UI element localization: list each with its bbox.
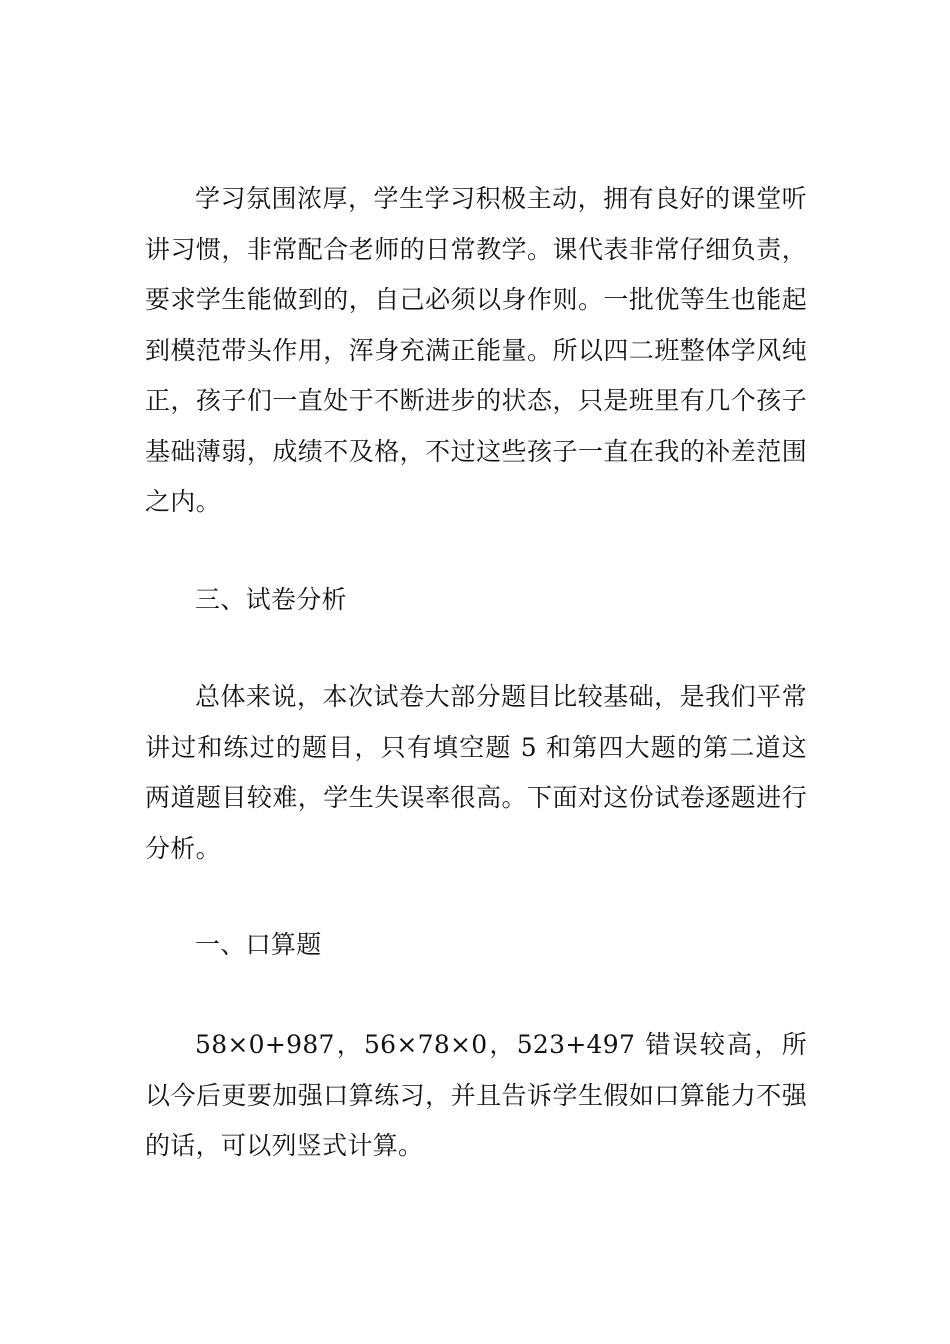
body-paragraph-class-atmosphere: 学习氛围浓厚，学生学习积极主动，拥有良好的课堂听讲习惯，非常配合老师的日常教学。课代表非常仔细负责，要求学生能做到的，自己必须以身作则。一批优等生也能起到模范带头作用，浑身充满正能量。所以四二班整体学风纯正，孩子们一直处于不断进步的状态，只是班里有几个孩子基础薄弱，成绩不及格，不过这些孩子一直在我的补差范围之内。: [145, 184, 807, 516]
section-heading-exam-analysis: 三、试卷分析: [195, 585, 347, 614]
body-paragraph-mental-arithmetic: 58×0+987，56×78×0，523+497 错误较高，所以今后更要加强口算练习，并且告诉学生假如口算能力不强的话，可以列竖式计算。: [145, 1030, 807, 1160]
subsection-heading-mental-arithmetic: 一、口算题: [195, 930, 322, 959]
body-paragraph-exam-overview: 总体来说，本次试卷大部分题目比较基础，是我们平常讲过和练过的题目，只有填空题 5 和第四大题的第二道这两道题目较难，学生失误率很高。下面对这份试卷逐题进行分析。: [145, 682, 807, 863]
